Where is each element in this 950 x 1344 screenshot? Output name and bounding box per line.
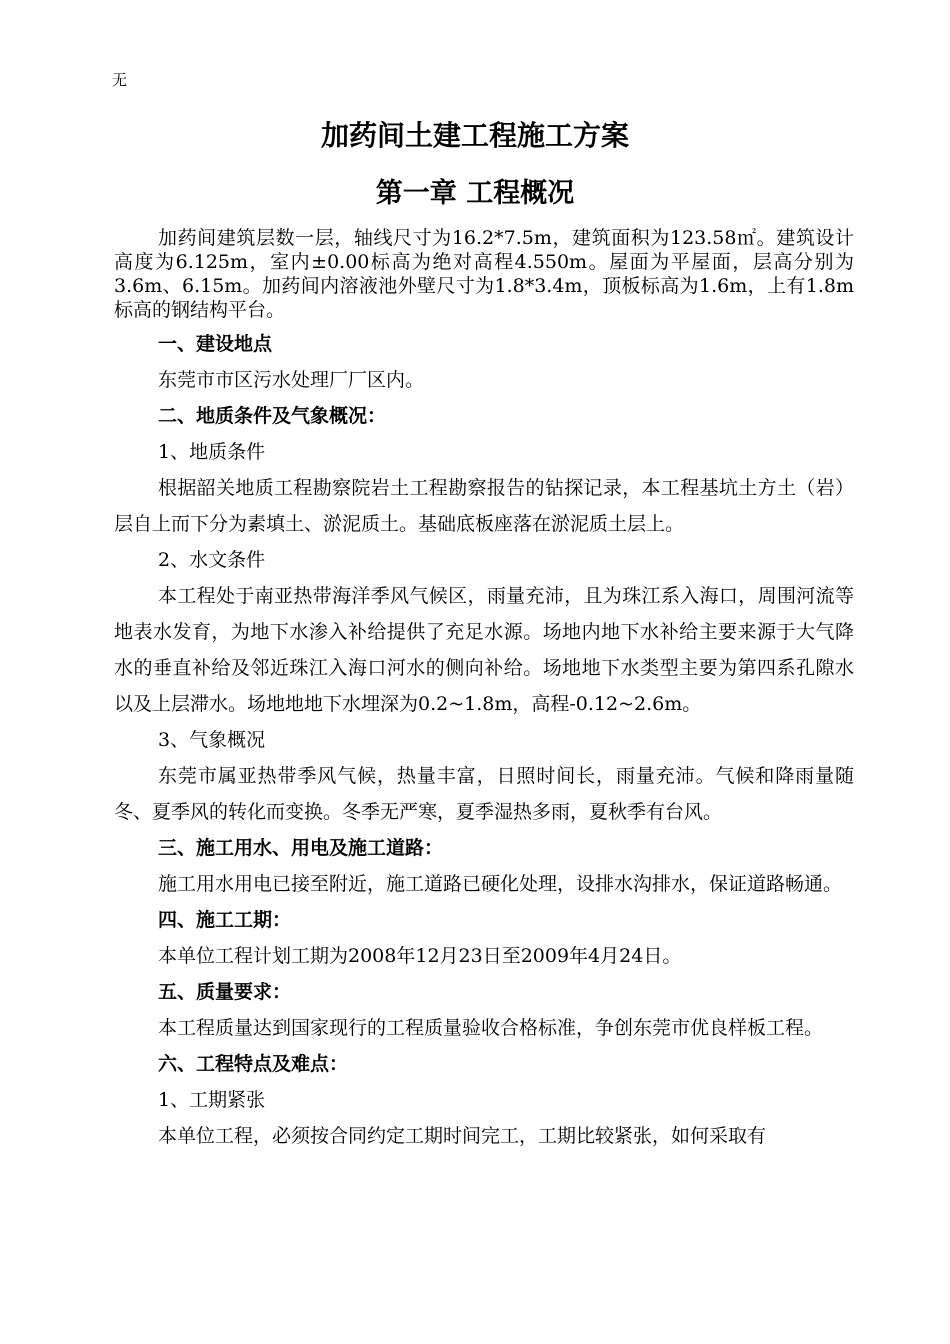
tight-schedule-text: 本单位工程，必须按合同约定工期时间完工，工期比较紧张，如何采取有 xyxy=(158,1125,767,1147)
climate-text: 东莞市属亚热带季风气候，热量丰富，日照时间长，雨量充沛。气候和降雨量随冬、夏季风的转化而变换。冬季无严寒，夏季湿热多雨，夏秋季有台风。 xyxy=(114,765,854,823)
subheading-geology: 1、地质条件 xyxy=(158,441,266,463)
section-heading-location: 一、建设地点 xyxy=(158,333,273,355)
header-mark: 无 xyxy=(112,71,128,89)
subheading-climate: 3、气象概况 xyxy=(158,729,266,751)
schedule-text: 本单位工程计划工期为2008年12月23日至2009年4月24日。 xyxy=(158,945,682,967)
geology-text: 根据韶关地质工程勘察院岩土工程勘察报告的钻探记录，本工程基坑土方土（岩）层自上而下分为素填土、淤泥质土。基础底板座落在淤泥质土层上。 xyxy=(114,477,854,535)
section-heading-schedule: 四、施工工期： xyxy=(158,909,292,931)
section-heading-features: 六、工程特点及难点： xyxy=(158,1053,349,1075)
intro-paragraph: 加药间建筑层数一层，轴线尺寸为16.2*7.5m，建筑面积为123.58㎡。建筑设计高度为6.125m，室内±0.00标高为绝对高程4.550m。屋面为平屋面，层高分别为3.6m、6.15m。加药间内溶液池外壁尺寸为1.8*3.4m，顶板标高为1.6m，上有1.8m标高的钢结构平台。 xyxy=(114,227,854,321)
section-heading-quality: 五、质量要求： xyxy=(158,981,292,1003)
chapter-title: 第一章 工程概况 xyxy=(375,178,575,209)
utilities-text: 施工用水用电已接至附近，施工道路已硬化处理，设排水沟排水，保证道路畅通。 xyxy=(158,873,843,895)
section-heading-utilities: 三、施工用水、用电及施工道路： xyxy=(158,837,444,859)
section-heading-geology-climate: 二、地质条件及气象概况： xyxy=(158,405,387,427)
document-body xyxy=(114,226,854,1154)
location-text: 东莞市市区污水处理厂厂区内。 xyxy=(158,369,425,391)
subheading-hydrology: 2、水文条件 xyxy=(158,549,266,571)
quality-text: 本工程质量达到国家现行的工程质量验收合格标准，争创东莞市优良样板工程。 xyxy=(158,1017,824,1039)
subheading-tight-schedule: 1、工期紧张 xyxy=(158,1089,266,1111)
hydrology-text: 本工程处于南亚热带海洋季风气候区，雨量充沛，且为珠江系入海口，周围河流等地表水发育，为地下水渗入补给提供了充足水源。场地内地下水补给主要来源于大气降水的垂直补给及邻近珠江入海口河水的侧向补给。场地地下水类型主要为第四系孔隙水以及上层滞水。场地地地下水埋深为0.2~1.8m，高程-0.12~2.6m。 xyxy=(114,585,854,715)
document-title: 加药间土建工程施工方案 xyxy=(320,119,629,152)
